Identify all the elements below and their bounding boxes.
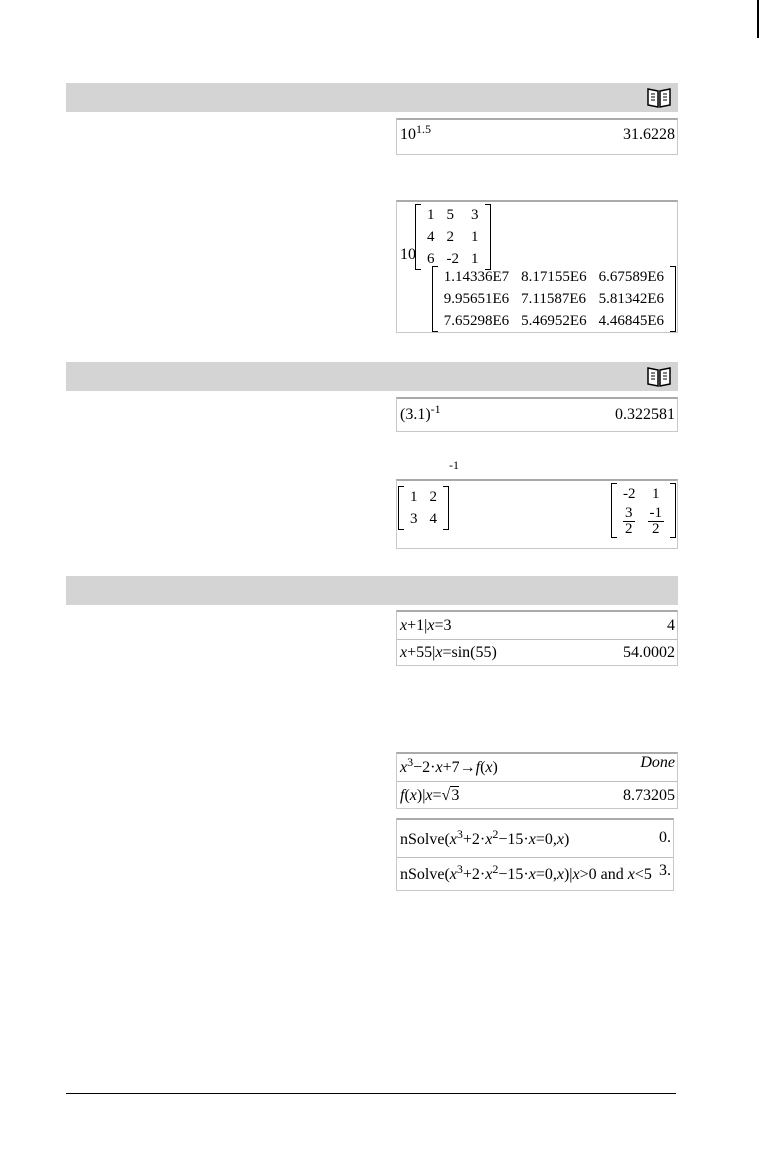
exponent-matrix: 1 5 3 4 2 1 6 -2 1: [415, 204, 491, 275]
calc-panel-with-operator: [396, 610, 678, 666]
result: 3.: [659, 862, 671, 879]
expression: f(x)|x=√3: [400, 787, 460, 804]
result-matrix: 1.14336E7 8.17155E6 6.67589E6 9.95651E6 7.11587E6 5.81342E6 7.65298E6 5.46952E6 4.46845E6: [432, 266, 676, 337]
crop-mark: [757, 0, 759, 38]
calc-row: [397, 781, 677, 809]
result: 0.322581: [615, 406, 675, 423]
expression: $x^3-2\cdot x+7\to f(x)$: [400, 755, 498, 776]
footer-rule: [66, 1093, 676, 1094]
result: 4: [667, 617, 675, 634]
result: 0.: [659, 829, 671, 846]
calc-panel-matrix-inverse: [396, 458, 678, 549]
book-icon: [646, 86, 672, 110]
result: 31.6228: [623, 126, 675, 143]
section-header-bar-2: [66, 362, 678, 391]
section-header-bar-1: [66, 83, 678, 112]
calc-panel-reciprocal: [396, 397, 678, 432]
expression: $nSolve(x^3+2\cdot x^2-15\cdot x=0,x)$: [400, 827, 570, 848]
expression: $(3.1)^{-1}$: [400, 402, 441, 423]
calc-row: [397, 639, 677, 666]
expression-base: 10: [400, 246, 416, 263]
expression: $nSolve(x^3+2\cdot x^2-15\cdot x=0,x)|x>0$ and x<5: [400, 862, 652, 883]
calc-panel-power: [396, 118, 678, 155]
calc-row: [397, 612, 677, 638]
expression: x+1|x=3: [400, 617, 452, 634]
calc-row: [397, 820, 673, 856]
calc-panel-nsolve: [396, 818, 674, 891]
expression: $10^{1.5}$: [400, 122, 431, 143]
result-matrix: -2 1 $\frac{3}{2}$ $\frac{-1}{2}$: [611, 483, 676, 543]
book-icon: [646, 365, 672, 389]
calc-row: [397, 754, 677, 780]
expression-matrix: 1 2 3 4 $^{-1}$: [398, 486, 459, 535]
calc-panel-function-define: [396, 752, 678, 809]
section-header-bar-3: [66, 576, 678, 605]
expression: x+55|x=sin(55): [400, 644, 497, 661]
result: 54.0002: [623, 644, 675, 661]
result: Done: [640, 754, 675, 771]
result: 8.73205: [623, 787, 675, 804]
calc-panel-matrix-power: [396, 200, 678, 333]
calc-row: [397, 857, 673, 891]
